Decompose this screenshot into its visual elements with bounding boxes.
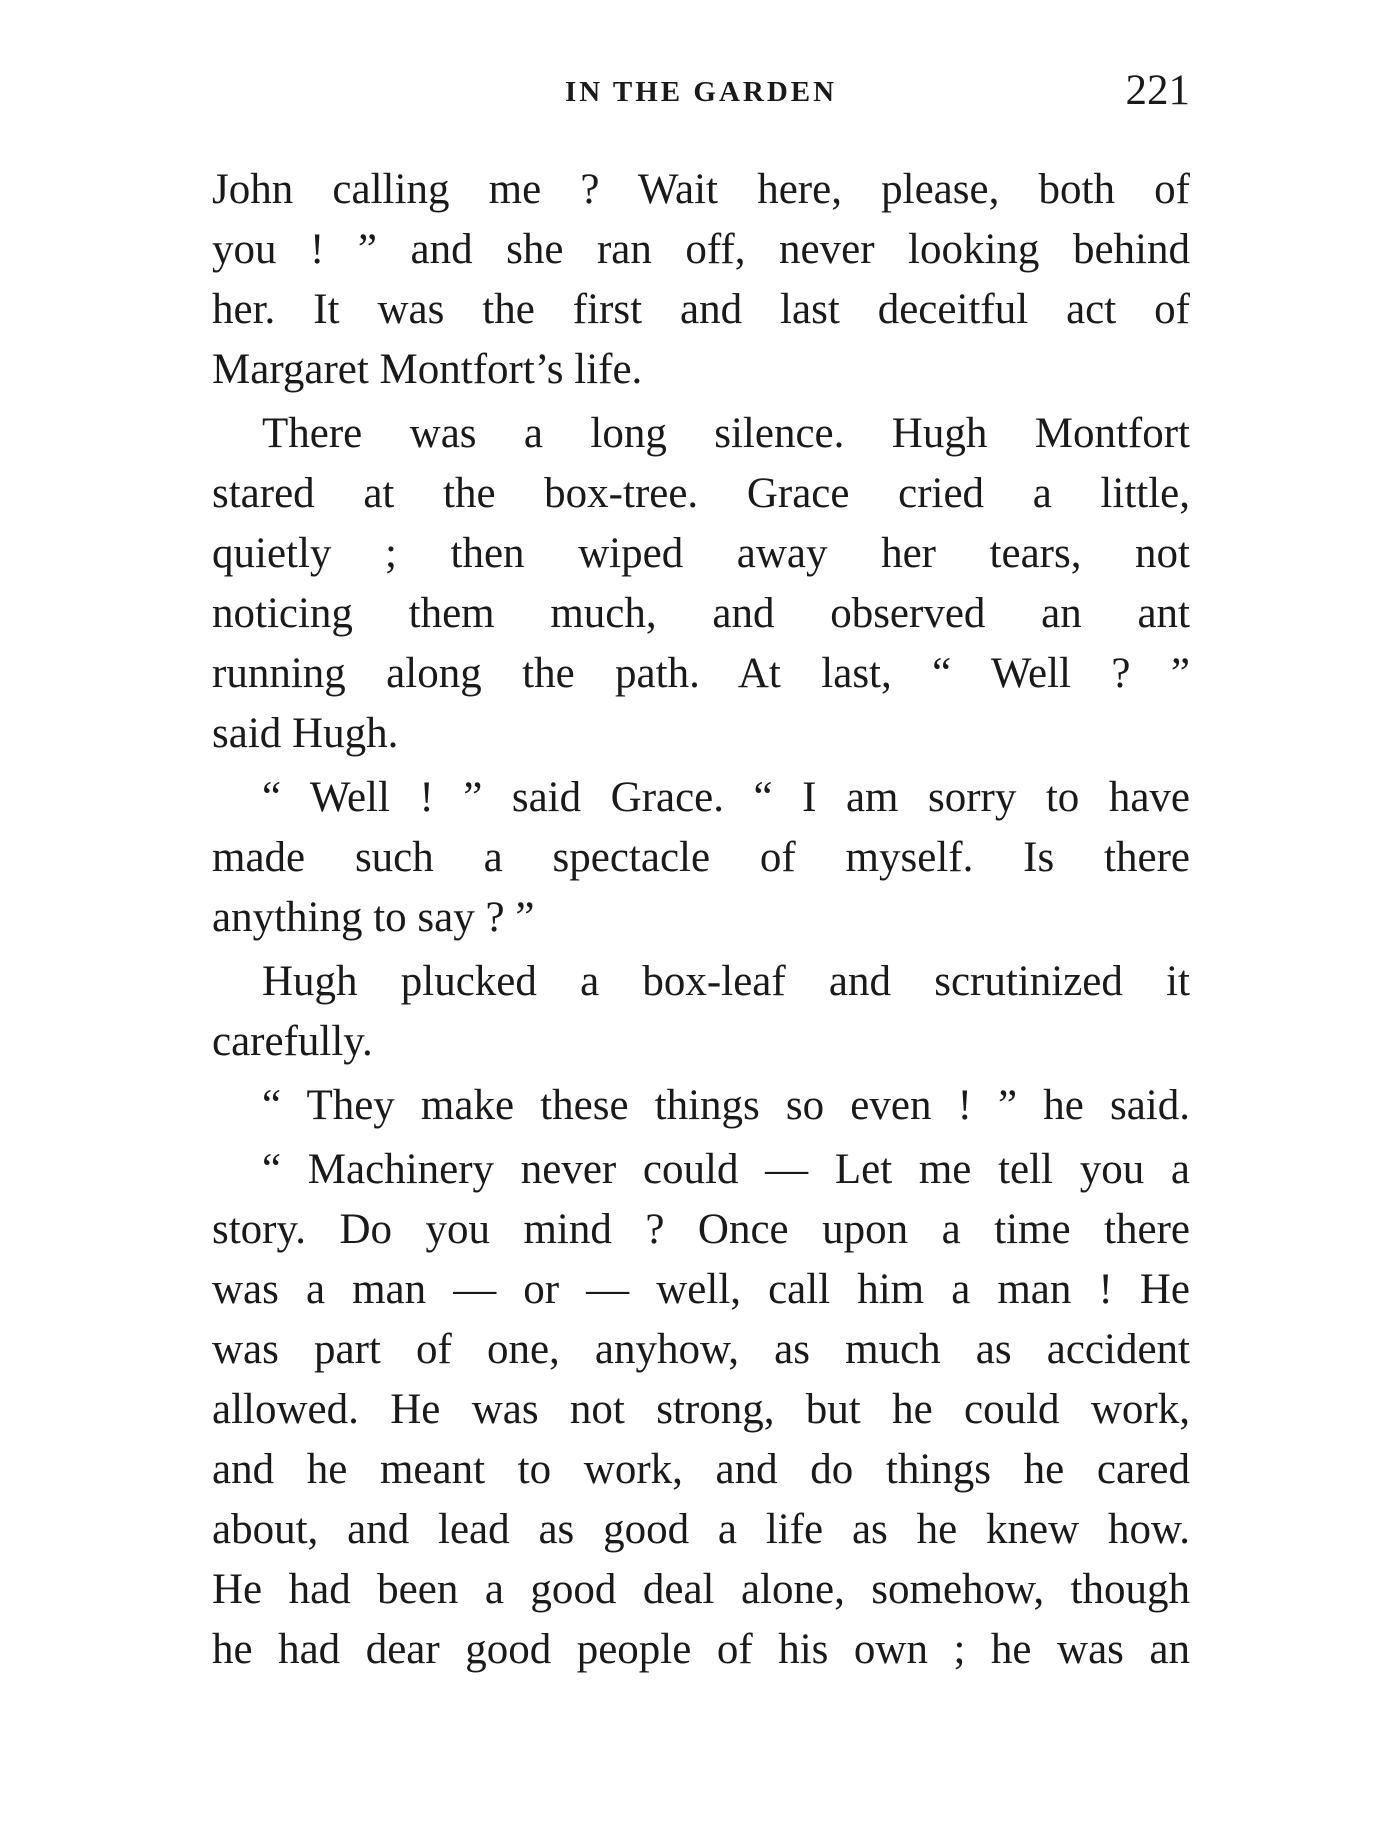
text-line: “ Machinery never could — Let me tell you a: [262, 1146, 1190, 1193]
text-line: He had been a good deal alone, somehow, though: [212, 1566, 1190, 1613]
text-line: Hugh plucked a box-leaf and scrutinized it: [262, 958, 1190, 1005]
text-line: and he meant to work, and do things he cared: [212, 1446, 1190, 1493]
text-line: was a man — or — well, call him a man ! He: [212, 1266, 1190, 1313]
text-line: stared at the box-tree. Grace cried a little,: [212, 470, 1190, 517]
text-line: made such a spectacle of myself. Is there: [212, 834, 1190, 881]
running-title: IN THE GARDEN: [564, 76, 838, 108]
text-line: running along the path. At last, “ Well ? ”: [212, 650, 1190, 697]
text-line: carefully.: [212, 1018, 373, 1065]
text-line: noticing them much, and observed an ant: [212, 590, 1190, 637]
text-line: “ They make these things so even ! ” he said.: [262, 1082, 1190, 1129]
text-line: about, and lead as good a life as he knew how.: [212, 1506, 1190, 1553]
text-line: story. Do you mind ? Once upon a time there: [212, 1206, 1190, 1253]
text-line: Margaret Montfort’s life.: [212, 346, 643, 393]
page-number: 221: [1125, 67, 1190, 114]
text-line: John calling me ? Wait here, please, both of: [212, 166, 1190, 213]
running-header: [212, 66, 1190, 126]
text-line: anything to say ? ”: [212, 894, 535, 941]
text-line: was part of one, anyhow, as much as accident: [212, 1326, 1190, 1373]
text-line: you ! ” and she ran off, never looking behind: [212, 226, 1190, 273]
text-line: he had dear good people of his own ; he was an: [212, 1626, 1190, 1673]
text-line: allowed. He was not strong, but he could work,: [212, 1386, 1190, 1433]
text-line: There was a long silence. Hugh Montfort: [262, 410, 1190, 457]
body-text: [212, 160, 1190, 1680]
text-line: said Hugh.: [212, 710, 399, 757]
text-line: her. It was the first and last deceitful act of: [212, 286, 1190, 333]
text-line: quietly ; then wiped away her tears, not: [212, 530, 1190, 577]
text-line: “ Well ! ” said Grace. “ I am sorry to have: [262, 774, 1190, 821]
